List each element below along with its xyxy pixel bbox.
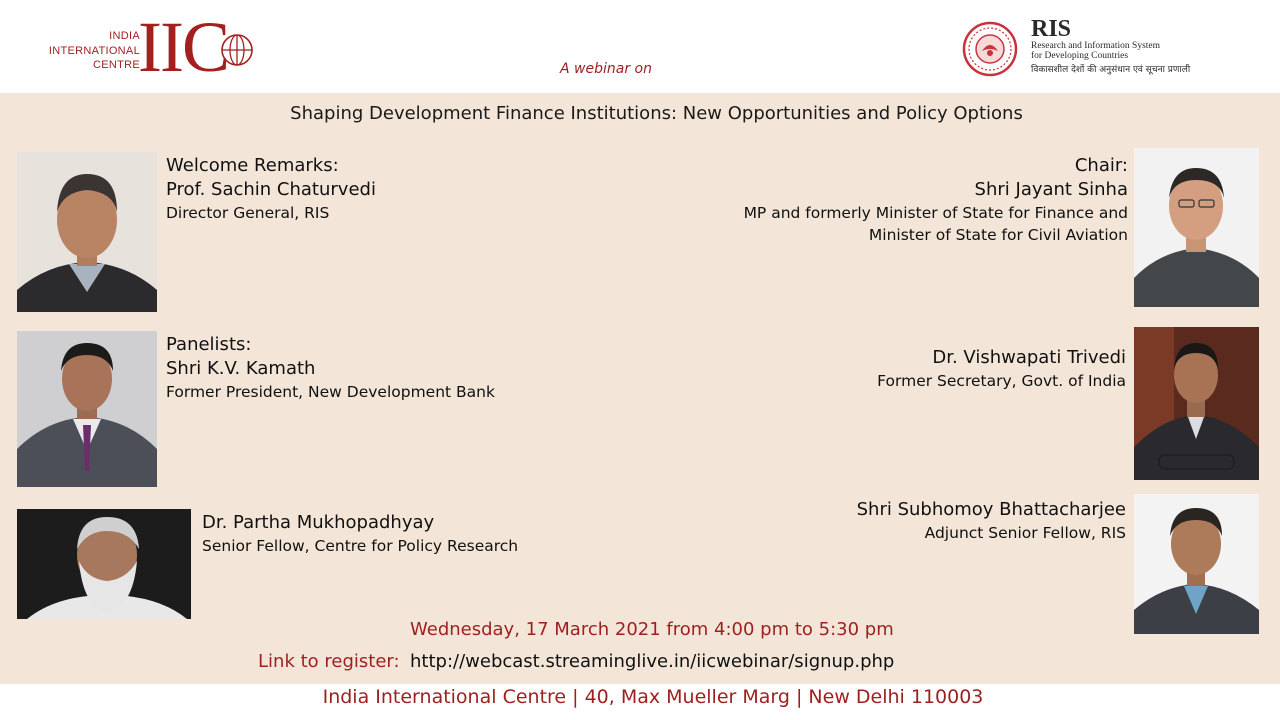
chair-desc-line: Minister of State for Civil Aviation — [868, 226, 1128, 244]
chair-label: Chair: — [1074, 155, 1128, 176]
event-date: Wednesday, 17 March 2021 from 4:00 pm to 5:30 pm — [410, 619, 894, 640]
panelist2-photo — [1134, 327, 1259, 480]
panelist3-desc: Senior Fellow, Centre for Policy Research — [202, 537, 519, 555]
panelist4-name: Shri Subhomoy Bhattacharjee — [856, 499, 1126, 520]
ris-fullname-line: for Developing Countries — [1031, 51, 1129, 61]
footer-address: India International Centre | 40, Max Mueller Marg | New Delhi 110003 — [322, 686, 984, 708]
panelist2-name: Dr. Vishwapati Trivedi — [932, 347, 1126, 368]
globe-icon — [220, 33, 254, 67]
ris-logo-name: RIS — [1031, 16, 1072, 42]
iic-logo-text — [40, 29, 140, 73]
panelist4-photo — [1134, 494, 1259, 634]
welcome-block — [166, 154, 376, 224]
ris-fullname-line: Research and Information System — [1031, 41, 1161, 51]
panelist3-photo — [17, 509, 191, 619]
panelist1-name: Shri K.V. Kamath — [166, 358, 316, 379]
welcome-desc: Director General, RIS — [166, 204, 330, 222]
panelists-label: Panelists: — [166, 334, 252, 355]
register-label: Link to register: — [258, 651, 400, 672]
panelist3-block — [202, 511, 518, 557]
welcome-speaker-photo — [17, 152, 157, 312]
panelist2-block — [877, 346, 1126, 392]
panelist1-block — [166, 333, 495, 403]
webinar-subtitle: A webinar on — [560, 61, 652, 77]
iic-logo-line: INTERNATIONAL — [48, 44, 140, 57]
panelist3-name: Dr. Partha Mukhopadhyay — [202, 512, 435, 533]
event-title: Shaping Development Finance Institutions: New Opportunities and Policy Options — [290, 103, 1023, 124]
chair-name: Shri Jayant Sinha — [974, 179, 1128, 200]
panelist1-desc: Former President, New Development Bank — [166, 383, 495, 401]
register-link[interactable]: http://webcast.streaminglive.in/iicwebinar/signup.php — [410, 651, 895, 672]
chair-block — [744, 154, 1128, 246]
panelist1-photo — [17, 331, 157, 487]
ris-logo-fullname — [1031, 41, 1160, 61]
panelist2-desc: Former Secretary, Govt. of India — [877, 372, 1126, 390]
ris-logo-hindi: विकासशील देशों की अनुसंधान एवं सूचना प्रणाली — [1031, 65, 1191, 75]
chair-speaker-photo — [1134, 148, 1259, 307]
panelist4-block — [857, 498, 1126, 544]
welcome-label: Welcome Remarks: — [166, 155, 339, 176]
ris-emblem-icon — [962, 21, 1018, 77]
iic-logo-mark: IIC — [138, 7, 228, 87]
chair-desc-line: MP and formerly Minister of State for Finance and — [743, 204, 1128, 222]
welcome-name: Prof. Sachin Chaturvedi — [166, 179, 376, 200]
panelist4-desc: Adjunct Senior Fellow, RIS — [924, 524, 1126, 542]
iic-logo-line: INDIA — [109, 30, 140, 42]
iic-logo-line: CENTRE — [92, 59, 140, 71]
